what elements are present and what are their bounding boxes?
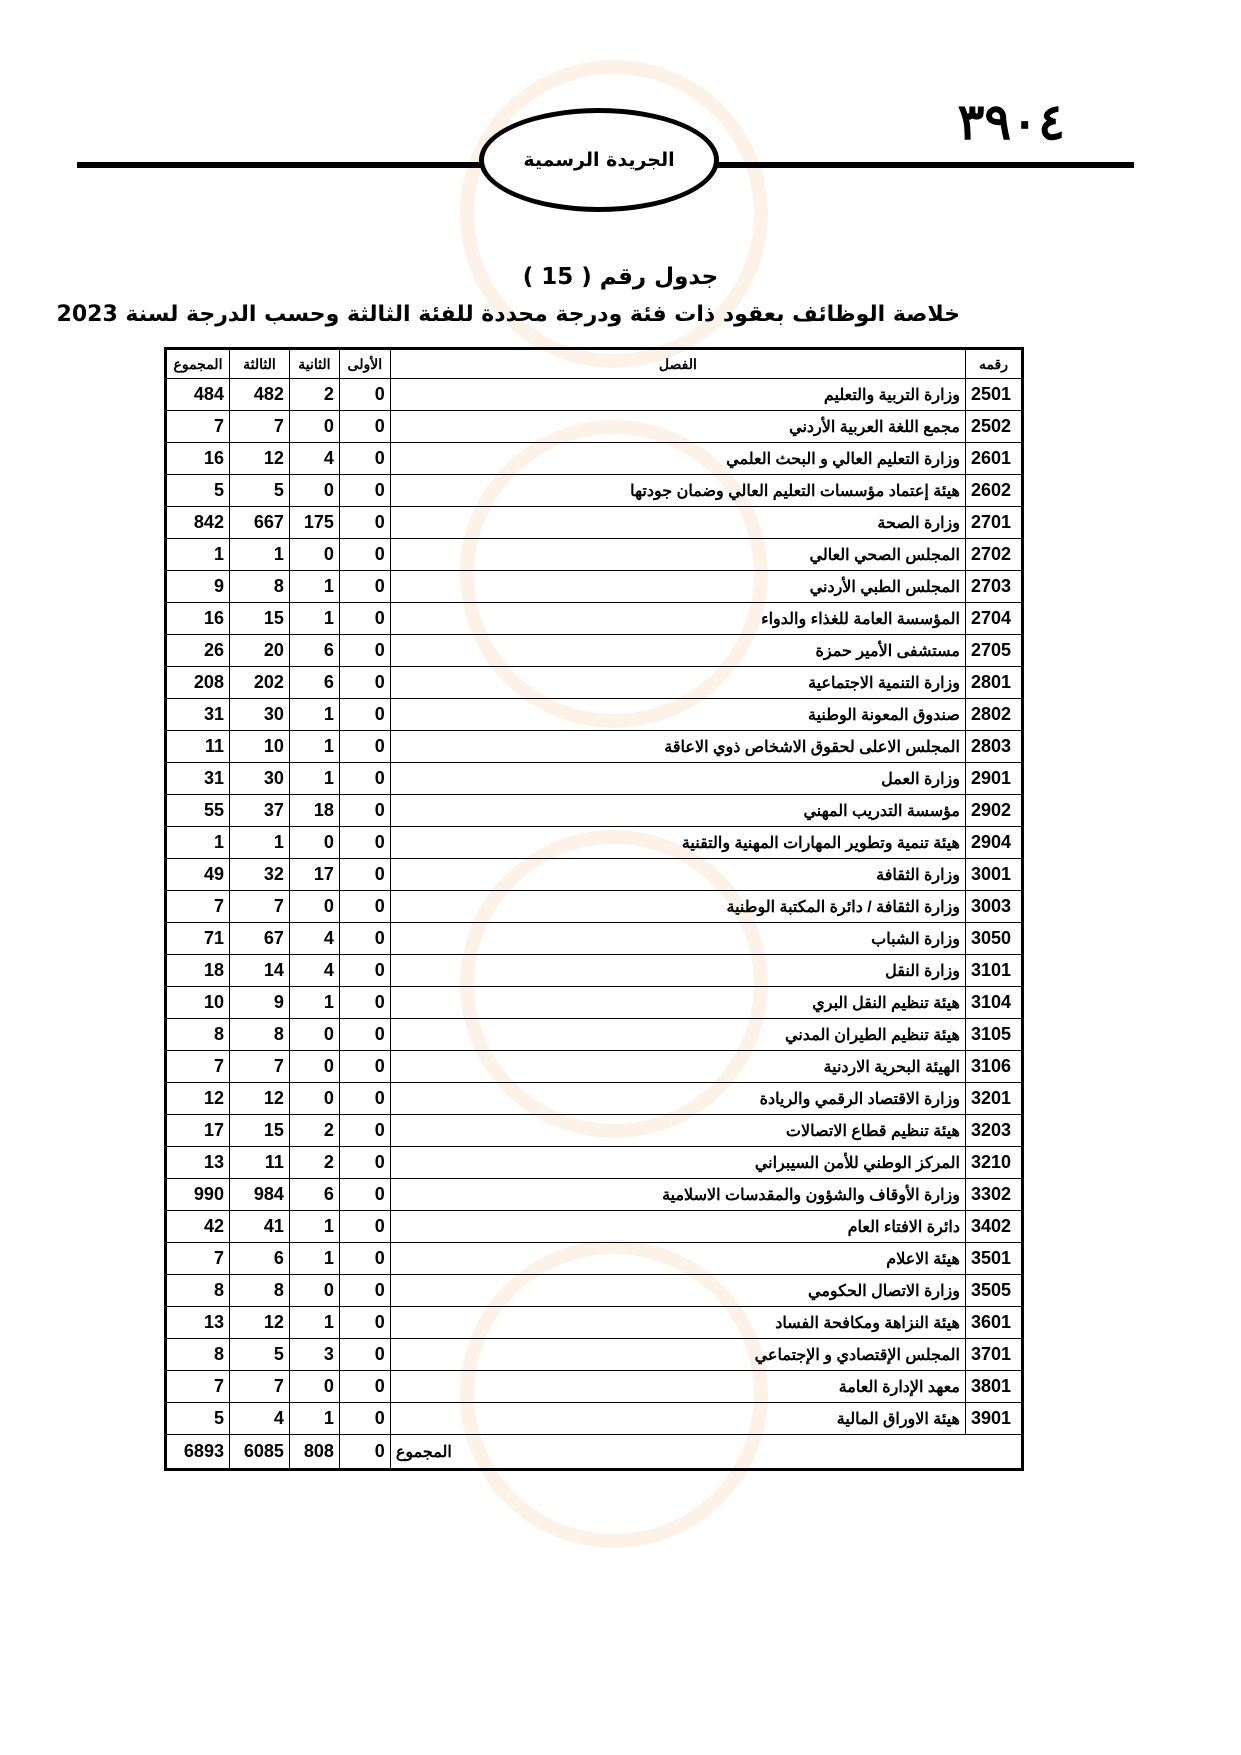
cell-second: 2 <box>289 379 339 411</box>
cell-first: 0 <box>339 859 390 891</box>
cell-code: 2801 <box>965 667 1022 699</box>
cell-third: 30 <box>229 699 289 731</box>
cell-first: 0 <box>339 699 390 731</box>
cell-second: 0 <box>289 475 339 507</box>
cell-third: 6 <box>229 1243 289 1275</box>
cell-third: 20 <box>229 635 289 667</box>
cell-code: 3106 <box>965 1051 1022 1083</box>
cell-total: 16 <box>166 603 230 635</box>
cell-total: 8 <box>166 1019 230 1051</box>
cell-name: وزارة الثقافة / دائرة المكتبة الوطنية <box>390 891 965 923</box>
cell-second: 1 <box>289 1403 339 1435</box>
cell-first: 0 <box>339 667 390 699</box>
cell-name: هيئة تنمية وتطوير المهارات المهنية والتقنية <box>390 827 965 859</box>
cell-second: 0 <box>289 1275 339 1307</box>
cell-second: 0 <box>289 1371 339 1403</box>
cell-total: 5 <box>166 1403 230 1435</box>
cell-first: 0 <box>339 1339 390 1371</box>
cell-total: 484 <box>166 379 230 411</box>
cell-name: وزارة النقل <box>390 955 965 987</box>
cell-total: 7 <box>166 1051 230 1083</box>
cell-name: وزارة التنمية الاجتماعية <box>390 667 965 699</box>
cell-third: 14 <box>229 955 289 987</box>
cell-first: 0 <box>339 443 390 475</box>
cell-third: 482 <box>229 379 289 411</box>
cell-first: 0 <box>339 923 390 955</box>
cell-total: 11 <box>166 731 230 763</box>
cell-name: المؤسسة العامة للغذاء والدواء <box>390 603 965 635</box>
table-row <box>166 859 1023 891</box>
cell-third: 12 <box>229 1307 289 1339</box>
cell-first: 0 <box>339 1307 390 1339</box>
cell-third: 30 <box>229 763 289 795</box>
cell-second: 1 <box>289 1243 339 1275</box>
cell-code: 3801 <box>965 1371 1022 1403</box>
cell-first: 0 <box>339 1275 390 1307</box>
table-row <box>166 827 1023 859</box>
table-row <box>166 411 1023 443</box>
cell-second: 1 <box>289 603 339 635</box>
cell-name: وزارة الثقافة <box>390 859 965 891</box>
cell-code: 2901 <box>965 763 1022 795</box>
cell-second: 2 <box>289 1147 339 1179</box>
cell-code: 2904 <box>965 827 1022 859</box>
cell-code: 3701 <box>965 1339 1022 1371</box>
cell-second: 6 <box>289 667 339 699</box>
cell-total: 7 <box>166 1371 230 1403</box>
table-row <box>166 379 1023 411</box>
cell-third: 67 <box>229 923 289 955</box>
cell-second: 1 <box>289 571 339 603</box>
cell-third: 32 <box>229 859 289 891</box>
cell-second: 6 <box>289 635 339 667</box>
cell-code: 2602 <box>965 475 1022 507</box>
cell-total: 990 <box>166 1179 230 1211</box>
totals-label: المجموع <box>390 1435 965 1470</box>
cell-code: 3101 <box>965 955 1022 987</box>
cell-code: 3104 <box>965 987 1022 1019</box>
cell-total: 42 <box>166 1211 230 1243</box>
cell-total: 1 <box>166 539 230 571</box>
cell-code: 3105 <box>965 1019 1022 1051</box>
cell-third: 7 <box>229 411 289 443</box>
cell-third: 1 <box>229 539 289 571</box>
cell-total: 7 <box>166 1243 230 1275</box>
cell-name: هيئة تنظيم النقل البري <box>390 987 965 1019</box>
cell-name: وزارة الأوقاف والشؤون والمقدسات الاسلامية <box>390 1179 965 1211</box>
cell-total: 1 <box>166 827 230 859</box>
cell-code: 2601 <box>965 443 1022 475</box>
cell-third: 10 <box>229 731 289 763</box>
cell-third: 7 <box>229 1371 289 1403</box>
cell-first: 0 <box>339 987 390 1019</box>
cell-name: المجلس الصحي العالي <box>390 539 965 571</box>
cell-first: 0 <box>339 1147 390 1179</box>
table-row <box>166 1307 1023 1339</box>
cell-first: 0 <box>339 507 390 539</box>
cell-second: 1 <box>289 763 339 795</box>
cell-second: 0 <box>289 411 339 443</box>
cell-name: هيئة تنظيم الطيران المدني <box>390 1019 965 1051</box>
table-row <box>166 731 1023 763</box>
page-number: ٣٩٠٤ <box>957 92 1065 151</box>
table-row <box>166 1051 1023 1083</box>
cell-first: 0 <box>339 1371 390 1403</box>
total-total: 6893 <box>166 1435 230 1470</box>
total-first: 0 <box>339 1435 390 1470</box>
cell-first: 0 <box>339 379 390 411</box>
cell-name: مؤسسة التدريب المهني <box>390 795 965 827</box>
cell-second: 1 <box>289 1307 339 1339</box>
cell-code: 2701 <box>965 507 1022 539</box>
cell-total: 55 <box>166 795 230 827</box>
cell-code: 2501 <box>965 379 1022 411</box>
table-row <box>166 1019 1023 1051</box>
table-title: جدول رقم ( 15 ) <box>522 264 719 290</box>
totals-row <box>166 1435 1023 1470</box>
cell-first: 0 <box>339 539 390 571</box>
cell-third: 984 <box>229 1179 289 1211</box>
cell-code: 3901 <box>965 1403 1022 1435</box>
cell-total: 5 <box>166 475 230 507</box>
cell-code: 2502 <box>965 411 1022 443</box>
cell-second: 0 <box>289 539 339 571</box>
cell-second: 3 <box>289 1339 339 1371</box>
cell-second: 17 <box>289 859 339 891</box>
cell-code: 2802 <box>965 699 1022 731</box>
cell-third: 667 <box>229 507 289 539</box>
cell-code: 2704 <box>965 603 1022 635</box>
table-row <box>166 1147 1023 1179</box>
cell-total: 7 <box>166 891 230 923</box>
totals-empty <box>965 1435 1022 1470</box>
total-second: 808 <box>289 1435 339 1470</box>
cell-third: 7 <box>229 891 289 923</box>
cell-second: 0 <box>289 1083 339 1115</box>
cell-second: 4 <box>289 923 339 955</box>
cell-name: وزارة الشباب <box>390 923 965 955</box>
cell-third: 202 <box>229 667 289 699</box>
cell-third: 9 <box>229 987 289 1019</box>
cell-code: 3203 <box>965 1115 1022 1147</box>
cell-first: 0 <box>339 475 390 507</box>
cell-code: 3505 <box>965 1275 1022 1307</box>
table-header-row <box>166 349 1023 379</box>
cell-name: وزارة التربية والتعليم <box>390 379 965 411</box>
cell-third: 37 <box>229 795 289 827</box>
cell-first: 0 <box>339 731 390 763</box>
table-row <box>166 1403 1023 1435</box>
table-row <box>166 539 1023 571</box>
cell-second: 2 <box>289 1115 339 1147</box>
cell-total: 12 <box>166 1083 230 1115</box>
cell-name: وزارة العمل <box>390 763 965 795</box>
cell-total: 26 <box>166 635 230 667</box>
cell-second: 1 <box>289 699 339 731</box>
cell-second: 6 <box>289 1179 339 1211</box>
cell-first: 0 <box>339 795 390 827</box>
cell-second: 4 <box>289 443 339 475</box>
table-row <box>166 635 1023 667</box>
summary-table <box>164 347 1024 1471</box>
cell-name: هيئة الاوراق المالية <box>390 1403 965 1435</box>
cell-name: دائرة الافتاء العام <box>390 1211 965 1243</box>
cell-third: 4 <box>229 1403 289 1435</box>
cell-code: 3601 <box>965 1307 1022 1339</box>
table-row <box>166 443 1023 475</box>
cell-third: 41 <box>229 1211 289 1243</box>
cell-code: 2703 <box>965 571 1022 603</box>
cell-total: 10 <box>166 987 230 1019</box>
cell-name: مجمع اللغة العربية الأردني <box>390 411 965 443</box>
cell-third: 8 <box>229 1019 289 1051</box>
cell-name: وزارة الاقتصاد الرقمي والريادة <box>390 1083 965 1115</box>
cell-second: 1 <box>289 987 339 1019</box>
cell-total: 842 <box>166 507 230 539</box>
cell-second: 0 <box>289 827 339 859</box>
cell-first: 0 <box>339 827 390 859</box>
cell-name: هيئة الاعلام <box>390 1243 965 1275</box>
table-row <box>166 1371 1023 1403</box>
table-row <box>166 1275 1023 1307</box>
cell-name: هيئة إعتماد مؤسسات التعليم العالي وضمان جودتها <box>390 475 965 507</box>
cell-name: هيئة تنظيم قطاع الاتصالات <box>390 1115 965 1147</box>
table-row <box>166 1339 1023 1371</box>
cell-first: 0 <box>339 571 390 603</box>
cell-name: هيئة النزاهة ومكافحة الفساد <box>390 1307 965 1339</box>
cell-total: 31 <box>166 763 230 795</box>
table-row <box>166 667 1023 699</box>
cell-code: 3001 <box>965 859 1022 891</box>
col-second: الثانية <box>289 349 339 379</box>
cell-first: 0 <box>339 1211 390 1243</box>
cell-total: 16 <box>166 443 230 475</box>
col-total: المجموع <box>166 349 230 379</box>
cell-second: 4 <box>289 955 339 987</box>
cell-third: 15 <box>229 1115 289 1147</box>
table-row <box>166 891 1023 923</box>
cell-first: 0 <box>339 1051 390 1083</box>
table-row <box>166 475 1023 507</box>
cell-total: 7 <box>166 411 230 443</box>
cell-code: 3201 <box>965 1083 1022 1115</box>
cell-first: 0 <box>339 603 390 635</box>
cell-name: وزارة الصحة <box>390 507 965 539</box>
cell-first: 0 <box>339 1083 390 1115</box>
table-row <box>166 955 1023 987</box>
cell-code: 3402 <box>965 1211 1022 1243</box>
cell-second: 18 <box>289 795 339 827</box>
cell-code: 2702 <box>965 539 1022 571</box>
cell-first: 0 <box>339 1019 390 1051</box>
cell-name: صندوق المعونة الوطنية <box>390 699 965 731</box>
cell-name: المجلس الإقتصادي و الإجتماعي <box>390 1339 965 1371</box>
cell-name: وزارة الاتصال الحكومي <box>390 1275 965 1307</box>
cell-code: 3210 <box>965 1147 1022 1179</box>
cell-name: معهد الإدارة العامة <box>390 1371 965 1403</box>
cell-second: 0 <box>289 1051 339 1083</box>
cell-first: 0 <box>339 891 390 923</box>
cell-total: 13 <box>166 1307 230 1339</box>
table-row <box>166 1115 1023 1147</box>
table-row <box>166 795 1023 827</box>
cell-third: 8 <box>229 571 289 603</box>
publication-name: الجريدة الرسمية <box>523 149 675 171</box>
cell-third: 12 <box>229 443 289 475</box>
cell-code: 3003 <box>965 891 1022 923</box>
table-row <box>166 923 1023 955</box>
col-first: الأولى <box>339 349 390 379</box>
table-row <box>166 763 1023 795</box>
cell-third: 1 <box>229 827 289 859</box>
publication-oval <box>479 108 719 212</box>
cell-code: 3302 <box>965 1179 1022 1211</box>
table-row <box>166 1243 1023 1275</box>
cell-total: 31 <box>166 699 230 731</box>
cell-code: 3501 <box>965 1243 1022 1275</box>
cell-first: 0 <box>339 635 390 667</box>
cell-second: 175 <box>289 507 339 539</box>
cell-first: 0 <box>339 1115 390 1147</box>
cell-code: 3050 <box>965 923 1022 955</box>
table-row <box>166 1211 1023 1243</box>
cell-second: 0 <box>289 891 339 923</box>
cell-name: المركز الوطني للأمن السيبراني <box>390 1147 965 1179</box>
cell-total: 13 <box>166 1147 230 1179</box>
cell-total: 17 <box>166 1115 230 1147</box>
col-chapter: الفصل <box>390 349 965 379</box>
table-row <box>166 1179 1023 1211</box>
total-third: 6085 <box>229 1435 289 1470</box>
cell-code: 2803 <box>965 731 1022 763</box>
cell-second: 0 <box>289 1019 339 1051</box>
cell-code: 2902 <box>965 795 1022 827</box>
cell-third: 11 <box>229 1147 289 1179</box>
table-row <box>166 571 1023 603</box>
cell-third: 7 <box>229 1051 289 1083</box>
cell-total: 8 <box>166 1339 230 1371</box>
cell-total: 208 <box>166 667 230 699</box>
col-code: رقمه <box>965 349 1022 379</box>
cell-first: 0 <box>339 955 390 987</box>
table-row <box>166 507 1023 539</box>
cell-code: 2705 <box>965 635 1022 667</box>
table-row <box>166 1083 1023 1115</box>
cell-total: 8 <box>166 1275 230 1307</box>
table-row <box>166 699 1023 731</box>
cell-total: 71 <box>166 923 230 955</box>
cell-first: 0 <box>339 1179 390 1211</box>
cell-second: 1 <box>289 731 339 763</box>
cell-name: الهيئة البحرية الاردنية <box>390 1051 965 1083</box>
cell-second: 1 <box>289 1211 339 1243</box>
cell-third: 12 <box>229 1083 289 1115</box>
cell-first: 0 <box>339 1403 390 1435</box>
cell-first: 0 <box>339 763 390 795</box>
cell-third: 15 <box>229 603 289 635</box>
cell-total: 49 <box>166 859 230 891</box>
cell-third: 8 <box>229 1275 289 1307</box>
cell-name: المجلس الطبي الأردني <box>390 571 965 603</box>
col-third: الثالثة <box>229 349 289 379</box>
cell-name: وزارة التعليم العالي و البحث العلمي <box>390 443 965 475</box>
cell-third: 5 <box>229 475 289 507</box>
cell-first: 0 <box>339 411 390 443</box>
cell-name: المجلس الاعلى لحقوق الاشخاص ذوي الاعاقة <box>390 731 965 763</box>
cell-first: 0 <box>339 1243 390 1275</box>
cell-name: مستشفى الأمير حمزة <box>390 635 965 667</box>
table-subtitle: خلاصة الوظائف بعقود ذات فئة ودرجة محددة للفئة الثالثة وحسب الدرجة لسنة 2023 <box>56 302 960 327</box>
table-row <box>166 987 1023 1019</box>
cell-third: 5 <box>229 1339 289 1371</box>
table-row <box>166 603 1023 635</box>
cell-total: 9 <box>166 571 230 603</box>
cell-total: 18 <box>166 955 230 987</box>
